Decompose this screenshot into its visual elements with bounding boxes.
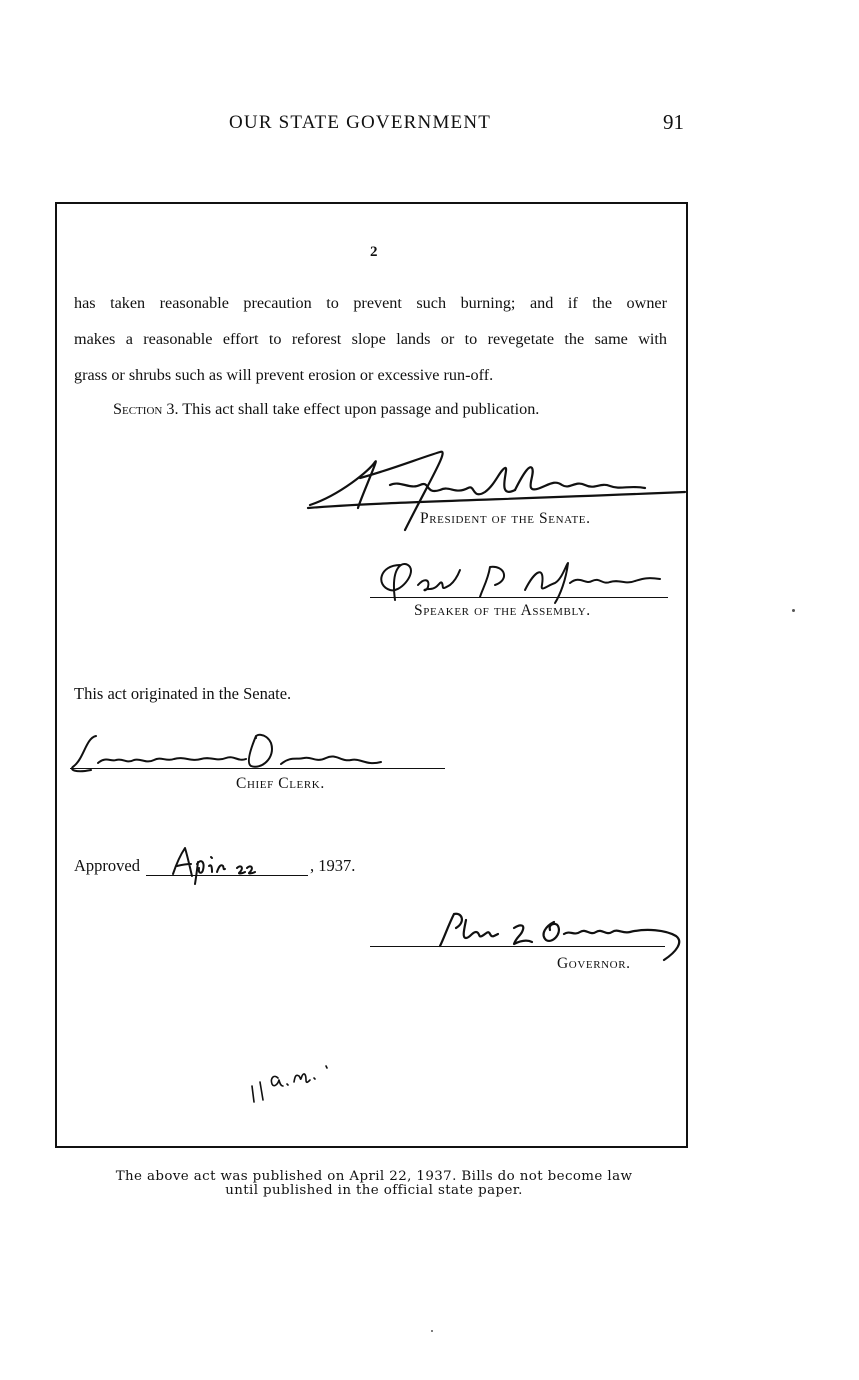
running-head: OUR STATE GOVERNMENT <box>229 112 492 133</box>
origin-note: This act originated in the Senate. <box>74 684 292 703</box>
approved-date-handwriting <box>165 840 265 885</box>
publication-note-line-2: until published in the official state paper. <box>225 1183 523 1198</box>
governor-title: Governor. <box>557 955 631 972</box>
president-title: President of the Senate. <box>420 510 591 527</box>
clerk-signature <box>66 728 451 778</box>
publication-note-line-1: The above act was published on April 22, 1937. Bills do not become law <box>115 1169 633 1184</box>
body-line-3: grass or shrubs such as will prevent erosion or excessive run-off. <box>74 366 494 384</box>
section-text: This act shall take effect upon passage and publication. <box>182 400 540 418</box>
page-number: 91 <box>663 110 684 134</box>
body-line-2: makes a reasonable effort to reforest slope lands or to revegetate the same with <box>74 330 667 348</box>
sheet-number: 2 <box>370 244 378 260</box>
section-3-line <box>113 400 539 419</box>
handwritten-time-annotation <box>244 1058 344 1108</box>
speaker-title: Speaker of the Assembly. <box>414 602 591 619</box>
publication-note <box>56 1170 692 1198</box>
section-label: Section 3. <box>113 400 179 418</box>
scan-speck <box>792 609 795 612</box>
body-line-1: has taken reasonable precaution to prevent such burning; and if the owner <box>74 294 667 312</box>
scan-speck <box>431 1330 433 1332</box>
chief-clerk-title: Chief Clerk. <box>236 775 325 792</box>
approved-label: Approved <box>74 856 140 875</box>
approved-year: , 1937. <box>310 856 356 875</box>
